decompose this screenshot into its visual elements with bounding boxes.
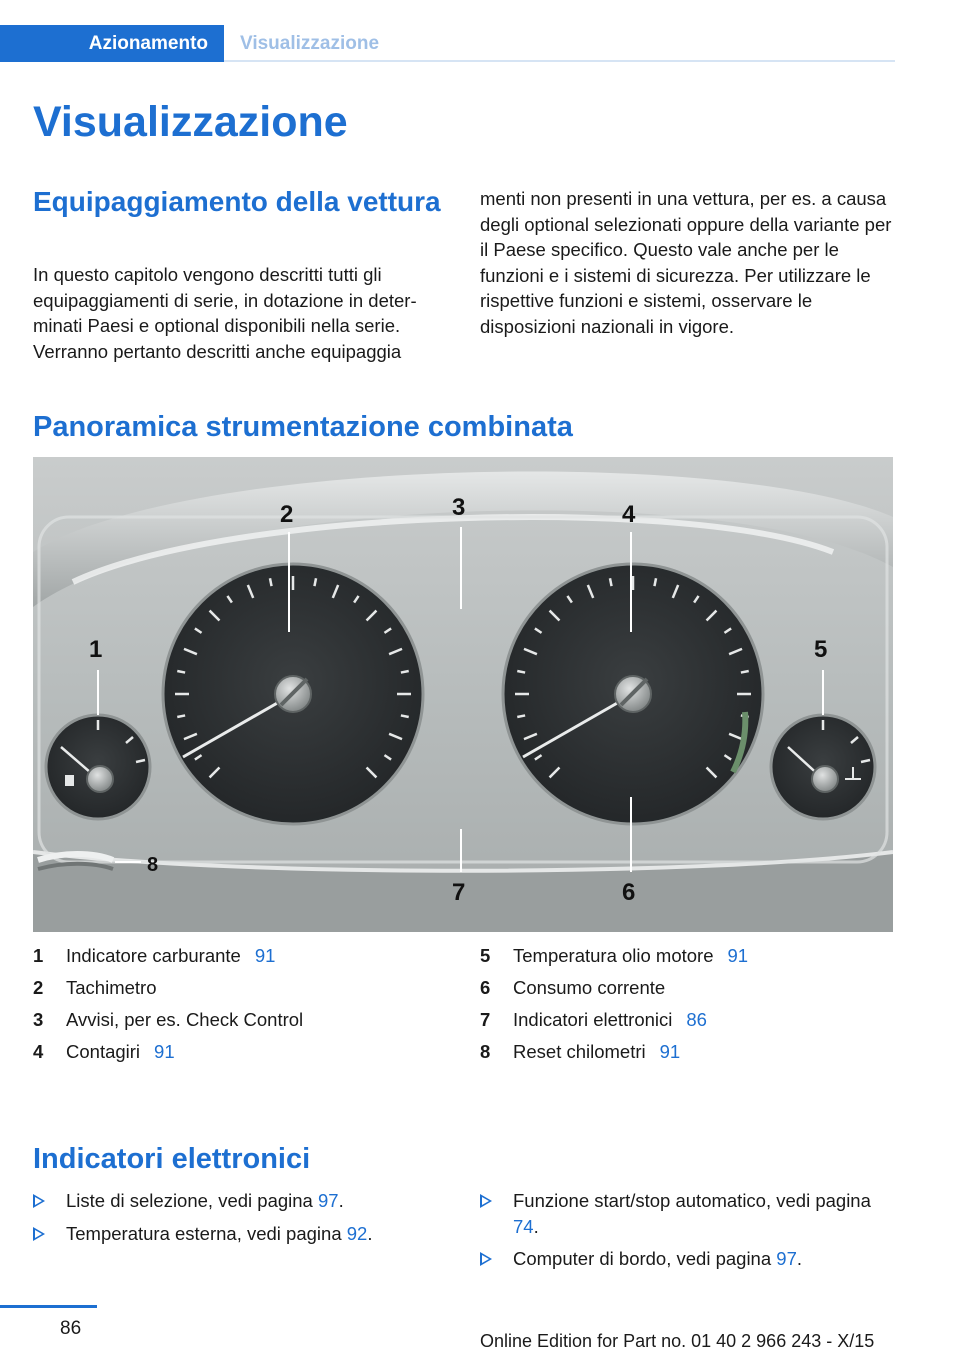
edition-note: Online Edition for Part no. 01 40 2 966 243 - X/15 [480,1331,875,1351]
dial-tick [654,578,656,586]
triangle-bullet-icon [33,1227,45,1241]
page-ref-link[interactable]: 97 [317,1190,339,1211]
section-title-equipaggiamento: Equipaggiamento della vettura [33,186,441,217]
tab-azionamento[interactable]: Azionamento [0,25,224,62]
dial-tick [270,578,272,586]
page-ref-link[interactable]: 91 [154,1041,175,1062]
dial-tick [401,715,409,717]
callout-5: 5 [814,636,828,663]
callout-7: 7 [452,879,466,906]
callout-6: 6 [622,879,636,906]
page-ref-link[interactable]: 74 [513,1215,534,1237]
page-number: 86 [60,1318,82,1339]
callout-4: 4 [622,501,636,528]
speedometer-dial [163,564,423,824]
fuel-pump-icon [65,775,74,786]
section-title-panoramica: Panoramica strumentazione combinata [33,411,573,443]
section-title-indicatori: Indicatori elettronici [33,1143,311,1175]
dial-tick [741,671,749,673]
dial-tick [517,671,525,673]
callout-3: 3 [452,494,466,521]
page-ref-link[interactable]: 86 [686,1009,707,1030]
dial-tick [314,578,316,586]
dial-tick [401,671,409,673]
triangle-bullet-icon [33,1194,45,1208]
page-ref-link[interactable]: 97 [776,1248,797,1269]
oil-temperature-gauge [771,715,875,819]
page-title: Visualizzazione [33,98,348,146]
triangle-bullet-icon [480,1194,492,1208]
intro-paragraph-right: menti non presenti in una vettura, per es. a causa degli optional selezionati oppure della variante per il Paese specifico. Questo vale anche per le funzioni e i sistemi di sicurezza. Per utilizzare le rispettive funzioni e sistemi, osservare le disposizioni nazionali in vigore. [480,188,892,337]
dial-tick [517,715,525,717]
footer-rule [0,1305,97,1308]
callout-1: 1 [89,636,103,663]
dial-tick [177,715,185,717]
dial-tick [177,671,185,673]
intro-paragraph-left: In questo capitolo vengono descritti tutti gli equipaggiamenti di serie, in dotazione in determinati Paesi e optional disponibili nella serie. Verranno pertanto descritti anche equipaggia [33,264,417,362]
page-ref-link[interactable]: 91 [727,945,749,966]
triangle-bullet-icon [480,1252,492,1266]
instrument-cluster-illustration [33,457,893,932]
callout-8: 8 [147,854,159,876]
page-ref-link[interactable]: 91 [254,945,276,966]
dial-tick [610,578,612,586]
tachometer-dial [503,564,763,824]
page-ref-link[interactable]: 92 [346,1223,368,1244]
page-ref-link[interactable]: 91 [659,1041,681,1062]
tab-visualizzazione[interactable]: Visualizzazione [240,33,380,54]
fuel-gauge [46,715,150,819]
callout-2: 2 [280,501,294,528]
